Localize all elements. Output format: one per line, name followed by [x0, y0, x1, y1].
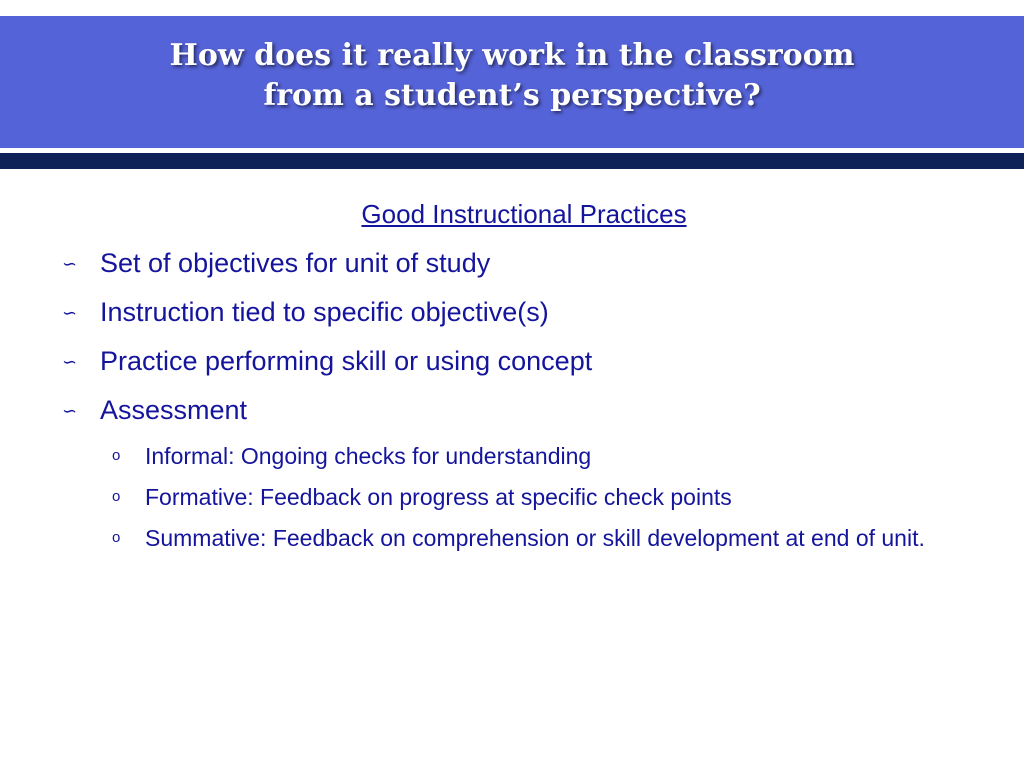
- sub-bullet-item: [112, 439, 992, 473]
- circle-bullet-icon: o: [112, 447, 121, 464]
- bullet-item: [62, 245, 490, 283]
- circle-bullet-icon: o: [112, 488, 121, 505]
- bullet-text: Set of objectives for unit of study: [100, 248, 491, 278]
- title-bar: [0, 16, 1024, 148]
- bullet-text: Assessment: [100, 395, 248, 425]
- bullet-icon: ∽: [62, 351, 78, 373]
- divider-stripe: [0, 153, 1024, 169]
- bullet-text: Instruction tied to specific objective(s): [100, 297, 549, 327]
- slide-title-line-1: How does it really work in the classroom: [169, 38, 855, 73]
- bullet-icon: ∽: [62, 400, 78, 422]
- sub-bullet-item: [112, 480, 992, 514]
- sub-bullet-text: Informal: Ongoing checks for understanding: [145, 443, 592, 469]
- bullet-icon: ∽: [62, 253, 78, 275]
- slide-title-line-2: from a student’s perspective?: [263, 78, 761, 113]
- section-heading: Good Instructional Practices: [361, 199, 687, 229]
- bullet-item: [62, 294, 549, 332]
- bullet-item: [62, 392, 247, 430]
- bullet-text: Practice performing skill or using concept: [100, 346, 593, 376]
- sub-bullet-item: [112, 521, 992, 555]
- sub-bullet-text: Summative: Feedback on comprehension or skill development at end of unit.: [145, 525, 925, 551]
- slide-title: [0, 36, 1024, 116]
- sub-bullet-text: Formative: Feedback on progress at specific check points: [145, 484, 732, 510]
- bullet-item: [62, 343, 592, 381]
- bullet-icon: ∽: [62, 302, 78, 324]
- circle-bullet-icon: o: [112, 529, 121, 546]
